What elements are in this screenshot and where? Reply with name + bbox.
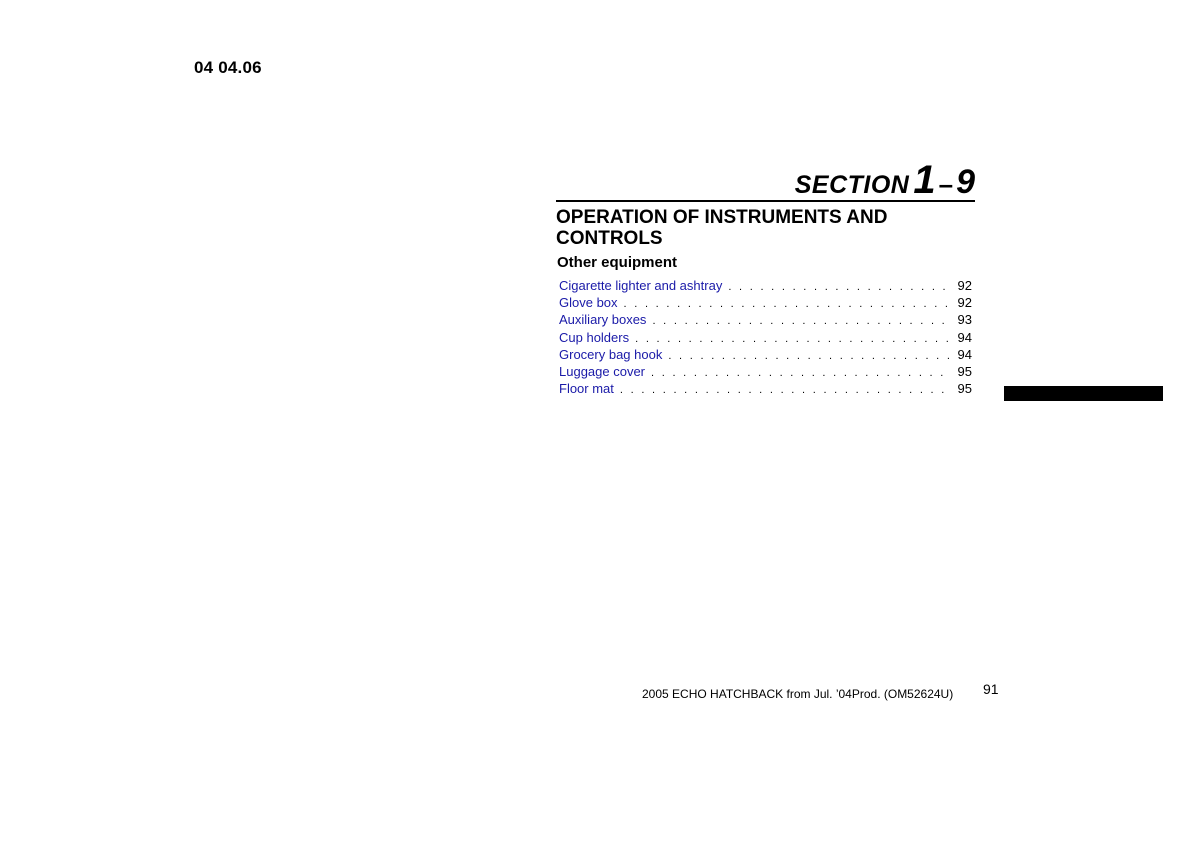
toc-item-page: 95: [957, 381, 972, 397]
toc-item-grocery-bag-hook[interactable]: [559, 346, 972, 363]
toc-item-floor-mat[interactable]: [559, 380, 972, 397]
toc-leader-dots: [668, 348, 950, 365]
toc-item-glove-box[interactable]: [559, 294, 972, 311]
toc-leader-dots: [620, 382, 950, 399]
toc-item-page: 93: [957, 312, 972, 328]
toc-item-label[interactable]: Auxiliary boxes: [559, 312, 647, 328]
section-number: 1: [913, 158, 936, 202]
toc-item-label[interactable]: Grocery bag hook: [559, 346, 663, 362]
section-dash: –: [938, 169, 954, 199]
section-title: OPERATION OF INSTRUMENTS AND CONTROLS: [556, 207, 888, 249]
toc-item-page: 92: [957, 278, 972, 293]
toc-leader-dots: [652, 313, 950, 330]
toc-item-page: 94: [957, 346, 972, 362]
toc-leader-dots: [635, 331, 950, 348]
date-stamp: 04 04.06: [194, 58, 262, 77]
toc-item-label[interactable]: Cup holders: [559, 329, 630, 345]
section-word: SECTION: [794, 171, 910, 199]
table-of-contents: [559, 277, 972, 397]
sub-heading: Other equipment: [557, 254, 678, 271]
toc-item-cigarette-lighter[interactable]: [559, 277, 972, 294]
toc-item-label[interactable]: Glove box: [559, 295, 618, 311]
toc-item-cup-holders[interactable]: [559, 329, 972, 346]
toc-leader-dots: [651, 365, 950, 382]
toc-item-label[interactable]: Floor mat: [559, 381, 614, 397]
toc-leader-dots: [624, 296, 950, 313]
section-heading: [556, 158, 975, 202]
toc-item-label[interactable]: Luggage cover: [559, 363, 646, 379]
section-thumb-tab: [1004, 386, 1163, 401]
page-number: 91: [983, 681, 999, 697]
toc-item-page: 94: [957, 329, 972, 345]
footer-text: 2005 ECHO HATCHBACK from Jul. ’04Prod. (OM52624U): [642, 687, 954, 701]
toc-leader-dots: [728, 279, 950, 296]
section-sub-number: 9: [956, 163, 975, 201]
toc-item-label[interactable]: Cigarette lighter and ashtray: [559, 278, 723, 293]
toc-item-page: 95: [957, 363, 972, 379]
toc-item-luggage-cover[interactable]: [559, 363, 972, 380]
toc-item-auxiliary-boxes[interactable]: [559, 311, 972, 328]
toc-item-page: 92: [957, 295, 972, 311]
